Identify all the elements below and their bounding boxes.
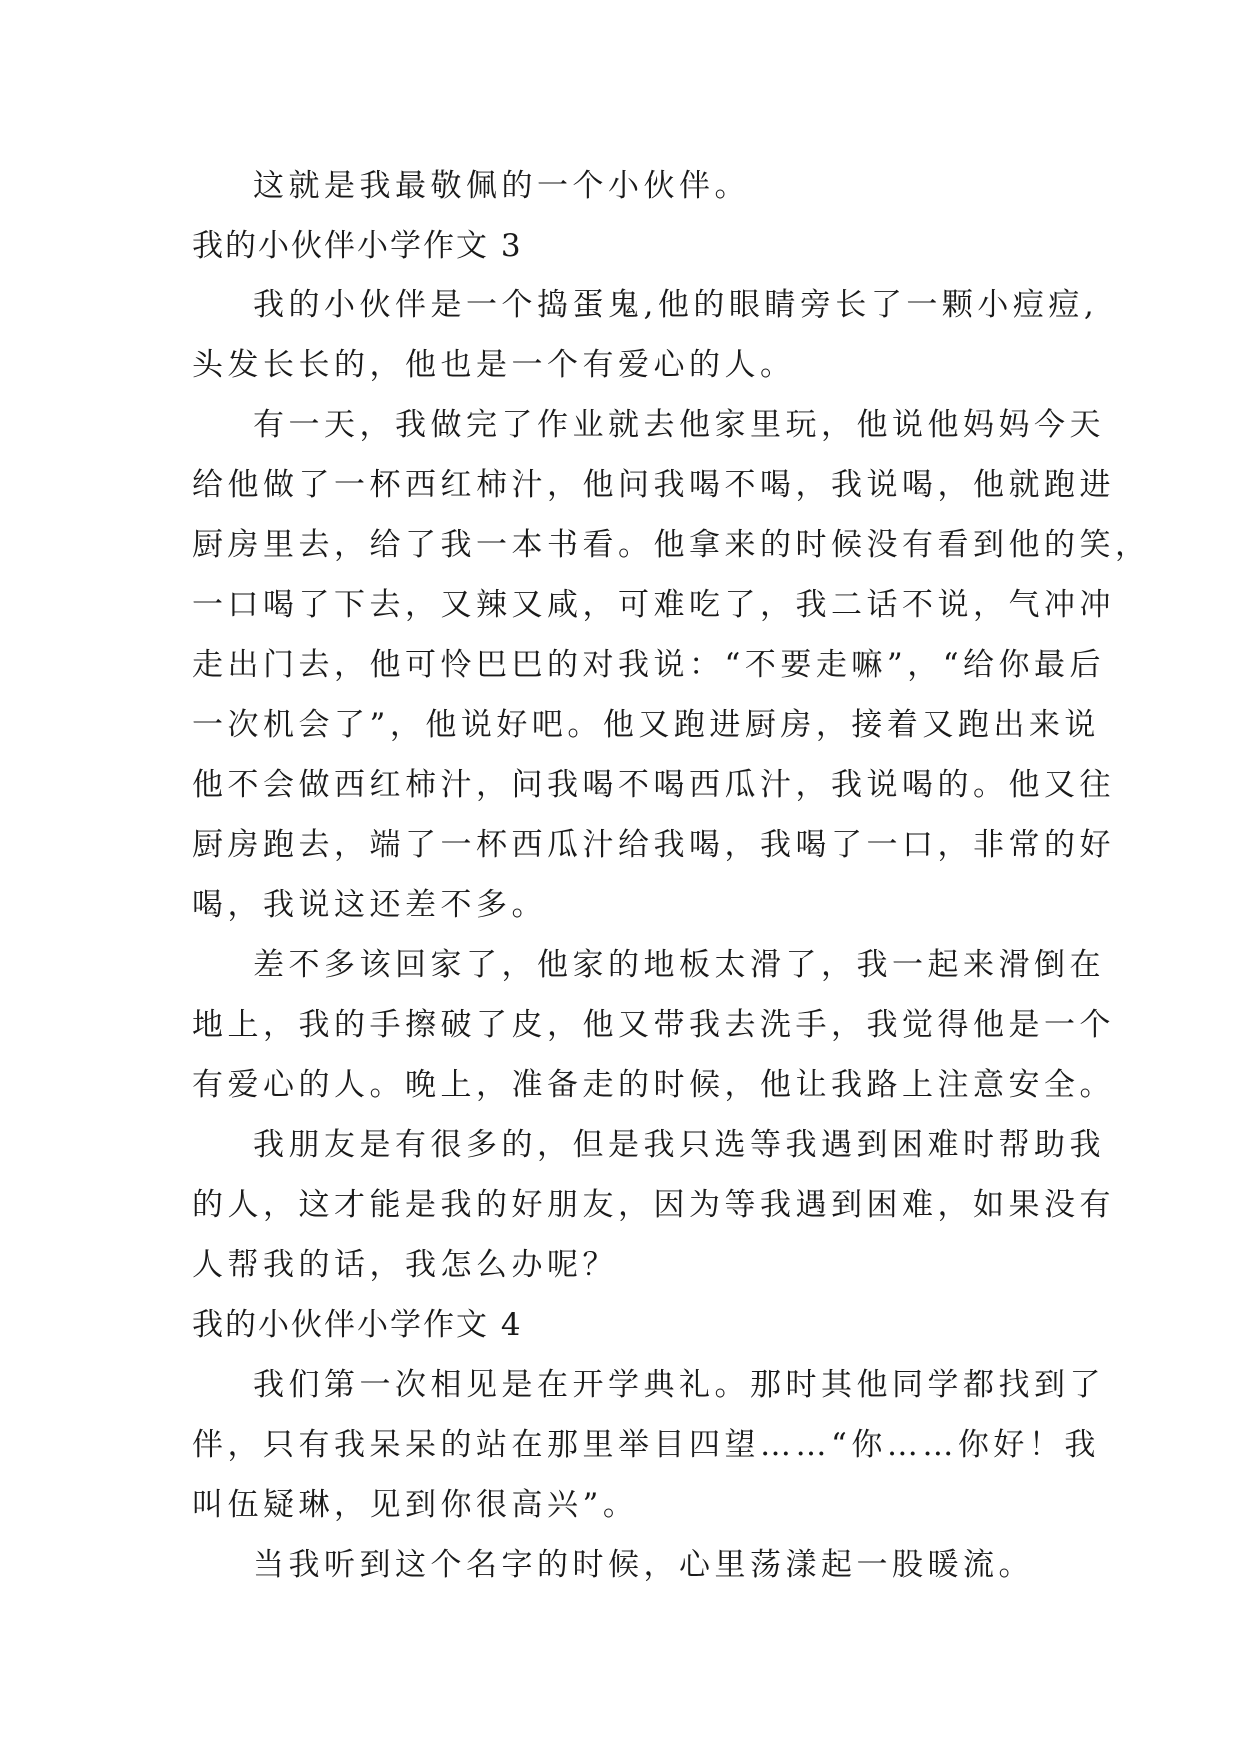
- section-heading: 我的小伙伴小学作文 4: [192, 1307, 523, 1343]
- paragraph-line: 差不多该回家了，他家的地板太滑了，我一起来滑倒在: [253, 947, 1105, 983]
- paragraph-line: 的人，这才能是我的好朋友，因为等我遇到困难，如果没有: [192, 1187, 1115, 1223]
- paragraph-line: 他不会做西红柿汁，问我喝不喝西瓜汁，我说喝的。他又往: [192, 767, 1115, 803]
- paragraph-line: 头发长长的，他也是一个有爱心的人。: [192, 347, 796, 383]
- paragraph-line: 喝，我说这还差不多。: [192, 887, 547, 923]
- paragraph-line: 叫伍疑琳，见到你很高兴”。: [192, 1487, 639, 1523]
- paragraph-line: 伴，只有我呆呆的站在那里举目四望……“你……你好！我: [192, 1427, 1100, 1463]
- paragraph-line: 地上，我的手擦破了皮，他又带我去洗手，我觉得他是一个: [192, 1007, 1115, 1043]
- paragraph-line: 有爱心的人。晚上，准备走的时候，他让我路上注意安全。: [192, 1067, 1115, 1103]
- paragraph-line: 当我听到这个名字的时候，心里荡漾起一股暖流。: [253, 1547, 1034, 1583]
- section-heading: 我的小伙伴小学作文 3: [192, 228, 523, 264]
- paragraph-line: 走出门去，他可怜巴巴的对我说：“不要走嘛”，“给你最后: [192, 647, 1106, 683]
- paragraph-line: 有一天，我做完了作业就去他家里玩，他说他妈妈今天: [253, 407, 1105, 443]
- paragraph-line: 一次机会了”，他说好吧。他又跑进厨房，接着又跑出来说: [192, 707, 1100, 743]
- paragraph-line: 我的小伙伴是一个捣蛋鬼,他的眼睛旁长了一颗小痘痘,: [253, 287, 1099, 323]
- paragraph-line: 一口喝了下去，又辣又咸，可难吃了，我二话不说，气冲冲: [192, 587, 1115, 623]
- paragraph-line: 厨房里去，给了我一本书看。他拿来的时候没有看到他的笑，: [192, 527, 1151, 563]
- paragraph-line: 人帮我的话，我怎么办呢？: [192, 1247, 618, 1283]
- paragraph-line: 我们第一次相见是在开学典礼。那时其他同学都找到了: [253, 1367, 1105, 1403]
- paragraph-line: 我朋友是有很多的，但是我只选等我遇到困难时帮助我: [253, 1127, 1105, 1163]
- paragraph-line: 厨房跑去，端了一杯西瓜汁给我喝，我喝了一口，非常的好: [192, 827, 1115, 863]
- paragraph-line: 给他做了一杯西红柿汁，他问我喝不喝，我说喝，他就跑进: [192, 467, 1115, 503]
- paragraph-line: 这就是我最敬佩的一个小伙伴。: [253, 168, 750, 204]
